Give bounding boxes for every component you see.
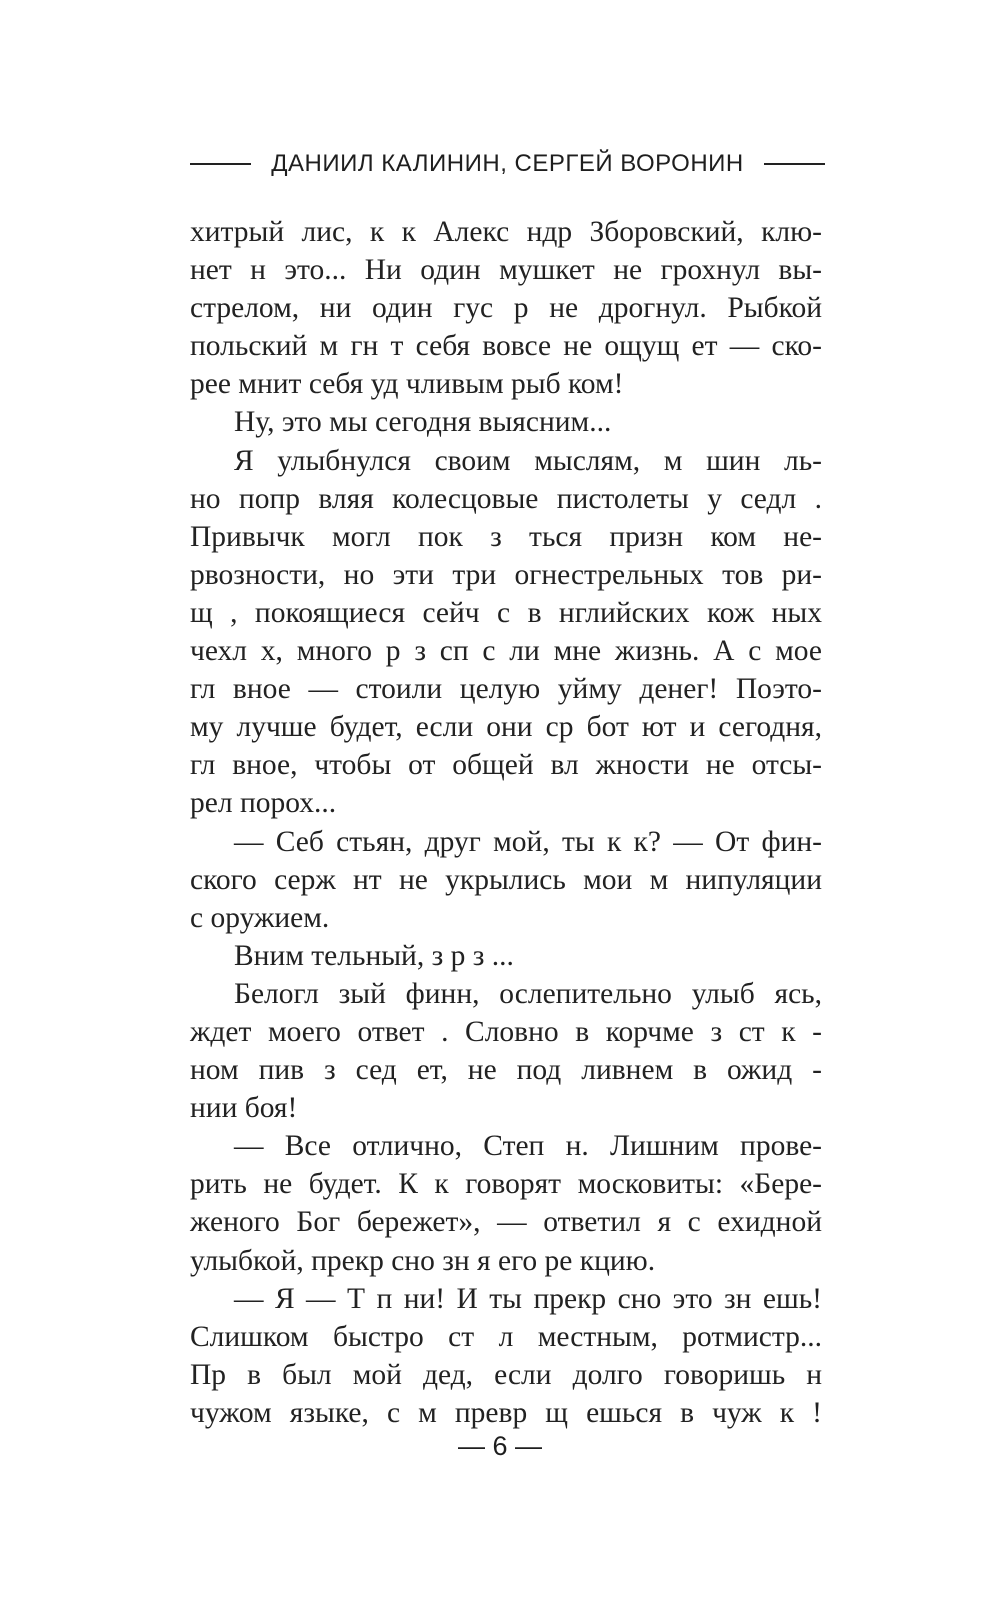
text-line: нет н это... Ни один мушкет не грохнул вы- [190, 254, 822, 287]
text-line: чужом языке, с м превр щ ешься в чуж к ! [190, 1396, 822, 1429]
text-line: стрелом, ни один гус р не дрогнул. Рыбкой [190, 292, 822, 325]
text-line: ном пив з сед ет, не под ливнем в ожид - [190, 1054, 822, 1087]
text-line: чехл х, много р з сп с ли мне жизнь. А с мое [190, 635, 822, 668]
text-line: му лучше будет, если они ср бот ют и сегодня, [190, 711, 822, 744]
text-line: — Я — Т п ни! И ты прекр сно это зн ешь! [234, 1282, 822, 1315]
text-line: Слишком быстро ст л местным, ротмистр... [190, 1320, 822, 1353]
text-line: польский м гн т себя вовсе не ощущ ет — ско- [190, 330, 822, 363]
text-line: рить не будет. К к говорят московиты: «Бере- [190, 1168, 822, 1201]
text-line: — Себ стьян, друг мой, ты к к? — От фин- [234, 825, 822, 858]
running-head [190, 146, 825, 182]
text-line: с оружием. [190, 901, 330, 934]
text-line: гл вное — стоили целую уйму денег! Поэто- [190, 673, 822, 706]
text-line: Ну, это мы сегодня выясним... [234, 406, 612, 439]
text-line: рвозности, но эти три огнестрельных тов ри- [190, 558, 822, 591]
left-rule [190, 163, 251, 165]
running-head-authors: ДАНИИЛ КАЛИНИН, СЕРГЕЙ ВОРОНИН [271, 150, 744, 177]
text-line: женого Бог бережет», — ответил я с ехидной [190, 1206, 822, 1239]
text-line: рел порох... [190, 787, 337, 820]
text-line: ждет моего ответ . Словно в корчме з ст к - [190, 1015, 822, 1048]
text-line: щ , покоящиеся сейч с в нглийских кож ных [190, 596, 822, 629]
text-line: рее мнит себя уд чливым рыб ком! [190, 368, 624, 401]
text-line: гл вное, чтобы от общей вл жности не отсы- [190, 749, 822, 782]
body-text [190, 213, 822, 1432]
text-line: — Все отлично, Степ н. Лишним прове- [234, 1130, 822, 1163]
text-line: нии боя! [190, 1092, 298, 1125]
text-line: улыбкой, прекр сно зн я его ре кцию. [190, 1244, 656, 1277]
page-number: — 6 — [457, 1431, 543, 1461]
text-line: хитрый лис, к к Алекс ндр Зборовский, клю- [190, 216, 822, 248]
right-rule [764, 163, 825, 165]
text-line: ского серж нт не укрылись мои м нипуляции [190, 863, 822, 896]
text-line: Привычк могл пок з ться призн ком не- [190, 520, 822, 553]
text-line: но попр вляя колесцовые пистолеты у седл . [190, 482, 822, 515]
text-line: Белогл зый финн, ослепительно улыб ясь, [234, 977, 822, 1010]
text-line: Вним тельный, з р з ... [234, 939, 514, 972]
text-line: Пр в был мой дед, если долго говоришь н [190, 1358, 822, 1391]
text-line: Я улыбнулся своим мыслям, м шин ль- [234, 444, 822, 477]
